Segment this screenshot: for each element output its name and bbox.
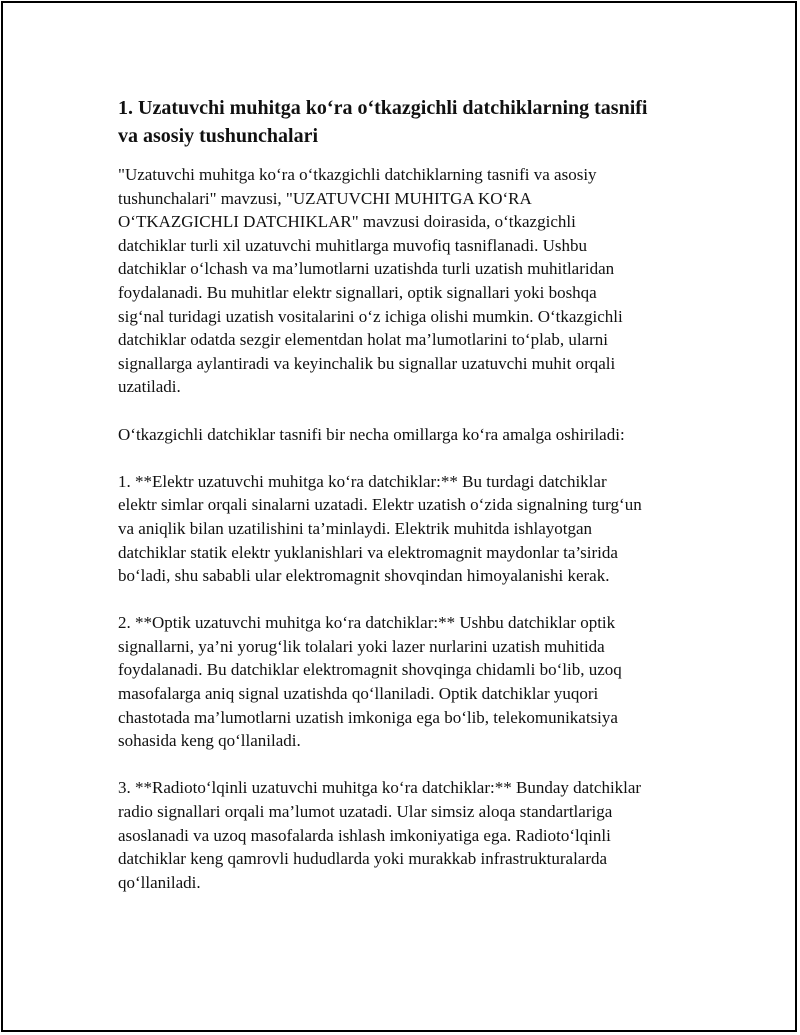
paragraph-radio-sensors: 3. **Radioto‘lqinli uzatuvchi muhitga ko‘ra datchiklar:** Bunday datchiklar radio signallari orqali ma’lumot uzatadi. Ular simsiz aloqa standartlariga asoslanadi va uzoq masofalarda ishlash imkoniyatiga ega. Radioto‘lqinli datchiklar keng qamrovli hududlarda yoki murakkab infrastrukturalarda qo‘llaniladi.: [118, 778, 642, 892]
paragraph-electric-sensors: 1. **Elektr uzatuvchi muhitga ko‘ra datchiklar:** Bu turdagi datchiklar elektr simlar orqali sinalarni uzatadi. Elektr uzatish o‘zida signalning turg‘un va aniqlik bilan uzatilishini ta’minlaydi. Elektrik muhitda ishlayotgan datchiklar statik elektr yuklanishlari va elektromagnit maydonlar ta’sirida bo‘ladi, shu sababli ular elektromagnit shovqindan himoyalanishi kerak.: [118, 471, 642, 586]
paragraph-optical-sensors: 2. **Optik uzatuvchi muhitga ko‘ra datchiklar:** Ushbu datchiklar optik signallarni, ya’ni yorug‘lik tolalari yoki lazer nurlarini uzatish muhitida foydalanadi. Bu datchiklar elektromagnit shovqinga chidamli bo‘lib, uzoq masofalarga aniq signal uzatishda qo‘llaniladi. Optik datchiklar yuqori chastotada ma’lumotlarni uzatish imkoniga ega bo‘lib, telekomunikatsiya sohasida keng qo‘llaniladi.: [118, 613, 622, 751]
paragraph-classification: O‘tkazgichli datchiklar tasnifi bir necha omillarga ko‘ra amalga oshiriladi:: [118, 424, 625, 444]
paragraph-intro: "Uzatuvchi muhitga ko‘ra o‘tkazgichli datchiklarning tasnifi va asosiy tushunchalari" mavzusi, "UZATUVCHI MUHITGA KO‘RA O‘TKAZGICHLI DATCHIKLAR" mavzusi doirasida, o‘tkazgichli datchiklar turli xil uzatuvchi muhitlarga muvofiq tasniflanadi. Ushbu datchiklar o‘lchash va ma’lumotlarni uzatishda turli uzatish muhitlaridan foydalanadi. Bu muhitlar elektr signallari, optik signallari yoki boshqa sig‘nal turidagi uzatish vositalarini o‘z ichiga olishi mumkin. O‘tkazgichli datchiklar odatda sezgir elementdan holat ma’lumotlarini to‘plab, ularni signallarga aylantiradi va keyinchalik bu signallar uzatuvchi muhit orqali uzatiladi.: [118, 165, 623, 397]
document-body: [118, 94, 698, 918]
section-heading: 1. Uzatuvchi muhitga ko‘ra o‘tkazgichli datchiklarning tasnifi va asosiy tushunchalari: [118, 97, 648, 147]
